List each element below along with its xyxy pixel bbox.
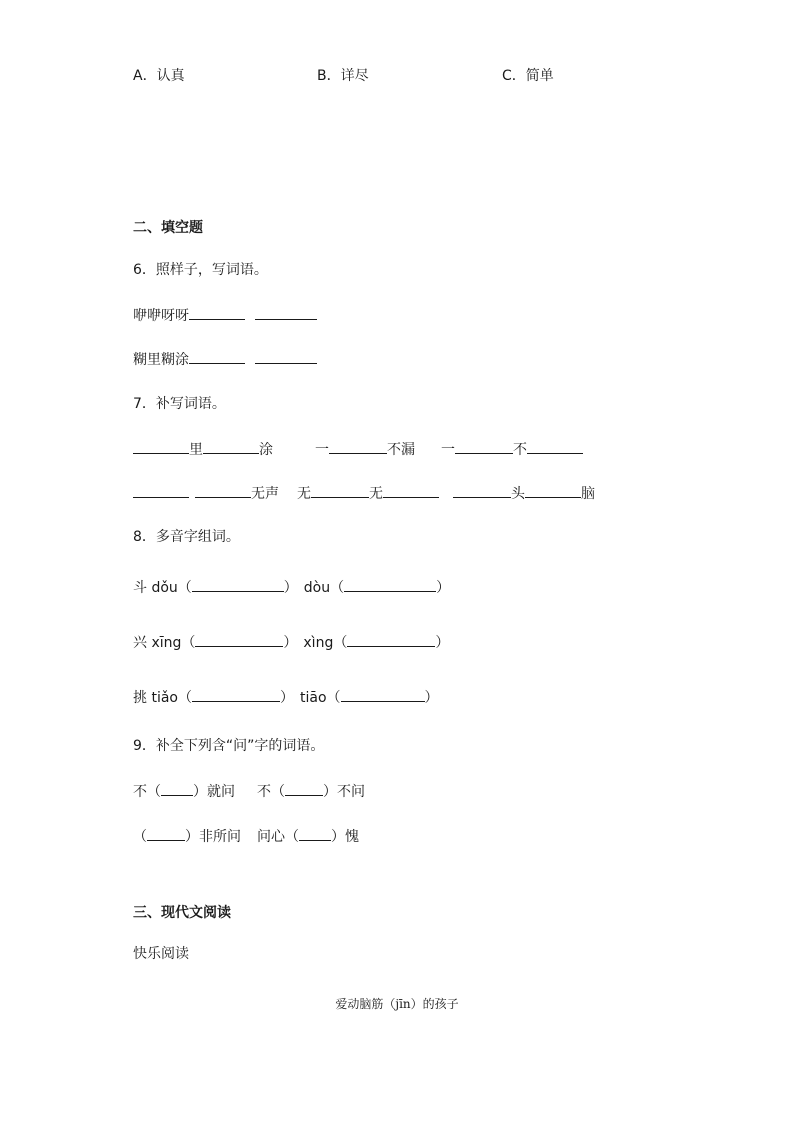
answer-blank[interactable] (203, 439, 259, 454)
bracket: （ (177, 690, 192, 706)
answer-blank[interactable] (189, 349, 245, 364)
word-fragment: 涂 (259, 442, 273, 458)
answer-blank[interactable] (455, 439, 513, 454)
word-fragment: 不（ (133, 784, 161, 800)
answer-blank[interactable] (329, 439, 387, 454)
pinyin: xīng (151, 635, 182, 651)
answer-blank[interactable] (147, 826, 185, 841)
bracket: （ (181, 635, 196, 651)
word-fragment: 头 (511, 486, 525, 502)
question-8-row-1 (133, 577, 450, 598)
question-7-prompt: 7．补写词语。 (133, 396, 226, 412)
bracket: ） (435, 635, 450, 651)
pinyin: xìng (303, 635, 334, 651)
option-b[interactable]: B．详尽 (317, 68, 369, 84)
answer-blank[interactable] (195, 632, 283, 647)
question-8-row-3 (133, 687, 439, 708)
option-c[interactable]: C．简单 (502, 68, 554, 84)
pinyin: tiāo (299, 690, 327, 706)
answer-blank[interactable] (453, 483, 511, 498)
bracket: （ (330, 580, 345, 596)
answer-blank[interactable] (341, 687, 425, 702)
word-fragment: 无 (369, 486, 383, 502)
option-a[interactable]: A．认真 (133, 68, 185, 84)
section-title-fill-blank: 二、填空题 (133, 220, 203, 236)
answer-blank[interactable] (195, 483, 251, 498)
word-fragment: 里 (189, 442, 203, 458)
word-fragment: 不 (513, 442, 527, 458)
word-fragment: 不（ (257, 784, 285, 800)
question-9-row-2 (133, 826, 359, 847)
pinyin: dòu (303, 580, 331, 596)
answer-blank[interactable] (527, 439, 583, 454)
bracket: ） (283, 580, 298, 596)
answer-blank[interactable] (161, 781, 193, 796)
word-fragment: 脑 (581, 486, 595, 502)
answer-blank[interactable] (133, 439, 189, 454)
answer-blank[interactable] (192, 577, 284, 592)
word-fragment: ）不问 (323, 784, 365, 800)
answer-blank[interactable] (299, 826, 331, 841)
question-7-row-1 (133, 439, 583, 460)
word-fragment: （ (133, 829, 147, 845)
answer-blank[interactable] (192, 687, 280, 702)
word-fragment: ）就问 (193, 784, 235, 800)
section-title-reading: 三、现代文阅读 (133, 905, 231, 921)
pinyin: tiǎo (151, 690, 178, 706)
bracket: ） (424, 690, 439, 706)
word-fragment: ）愧 (331, 829, 359, 845)
answer-blank[interactable] (189, 305, 245, 320)
passage-title: 爱动脑筋（jīn）的孩子 (335, 997, 459, 1011)
polyphone-char: 挑 (133, 690, 147, 706)
question-7-row-2 (133, 483, 595, 504)
answer-blank[interactable] (525, 483, 581, 498)
reading-subtitle: 快乐阅读 (133, 946, 189, 962)
answer-blank[interactable] (255, 349, 317, 364)
bracket: ） (279, 690, 294, 706)
word-fragment: 问心（ (257, 829, 299, 845)
answer-blank[interactable] (285, 781, 323, 796)
word-fragment: 无 (297, 486, 311, 502)
bracket: （ (177, 580, 192, 596)
bracket: （ (333, 635, 348, 651)
word-fragment: ）非所问 (185, 829, 241, 845)
answer-blank[interactable] (311, 483, 369, 498)
pinyin: dǒu (151, 580, 178, 596)
polyphone-char: 斗 (133, 580, 147, 596)
question-6-row-1 (133, 305, 317, 326)
question-6-prompt: 6．照样子，写词语。 (133, 262, 268, 278)
answer-blank[interactable] (344, 577, 436, 592)
question-6-row-2 (133, 349, 317, 370)
question-8-prompt: 8．多音字组词。 (133, 529, 240, 545)
answer-blank[interactable] (347, 632, 435, 647)
question-9-prompt: 9．补全下列含“问”字的词语。 (133, 738, 325, 754)
question-8-row-2 (133, 632, 449, 653)
answer-blank[interactable] (133, 483, 189, 498)
example-word: 咿咿呀呀 (133, 308, 189, 324)
bracket: ） (283, 635, 298, 651)
word-fragment: 一 (441, 442, 455, 458)
bracket: ） (436, 580, 451, 596)
answer-blank[interactable] (383, 483, 439, 498)
answer-blank[interactable] (255, 305, 317, 320)
word-fragment: 无声 (251, 486, 279, 502)
bracket: （ (326, 690, 341, 706)
word-fragment: 一 (315, 442, 329, 458)
polyphone-char: 兴 (133, 635, 147, 651)
question-9-row-1 (133, 781, 365, 802)
example-word: 糊里糊涂 (133, 352, 189, 368)
word-fragment: 不漏 (387, 442, 415, 458)
